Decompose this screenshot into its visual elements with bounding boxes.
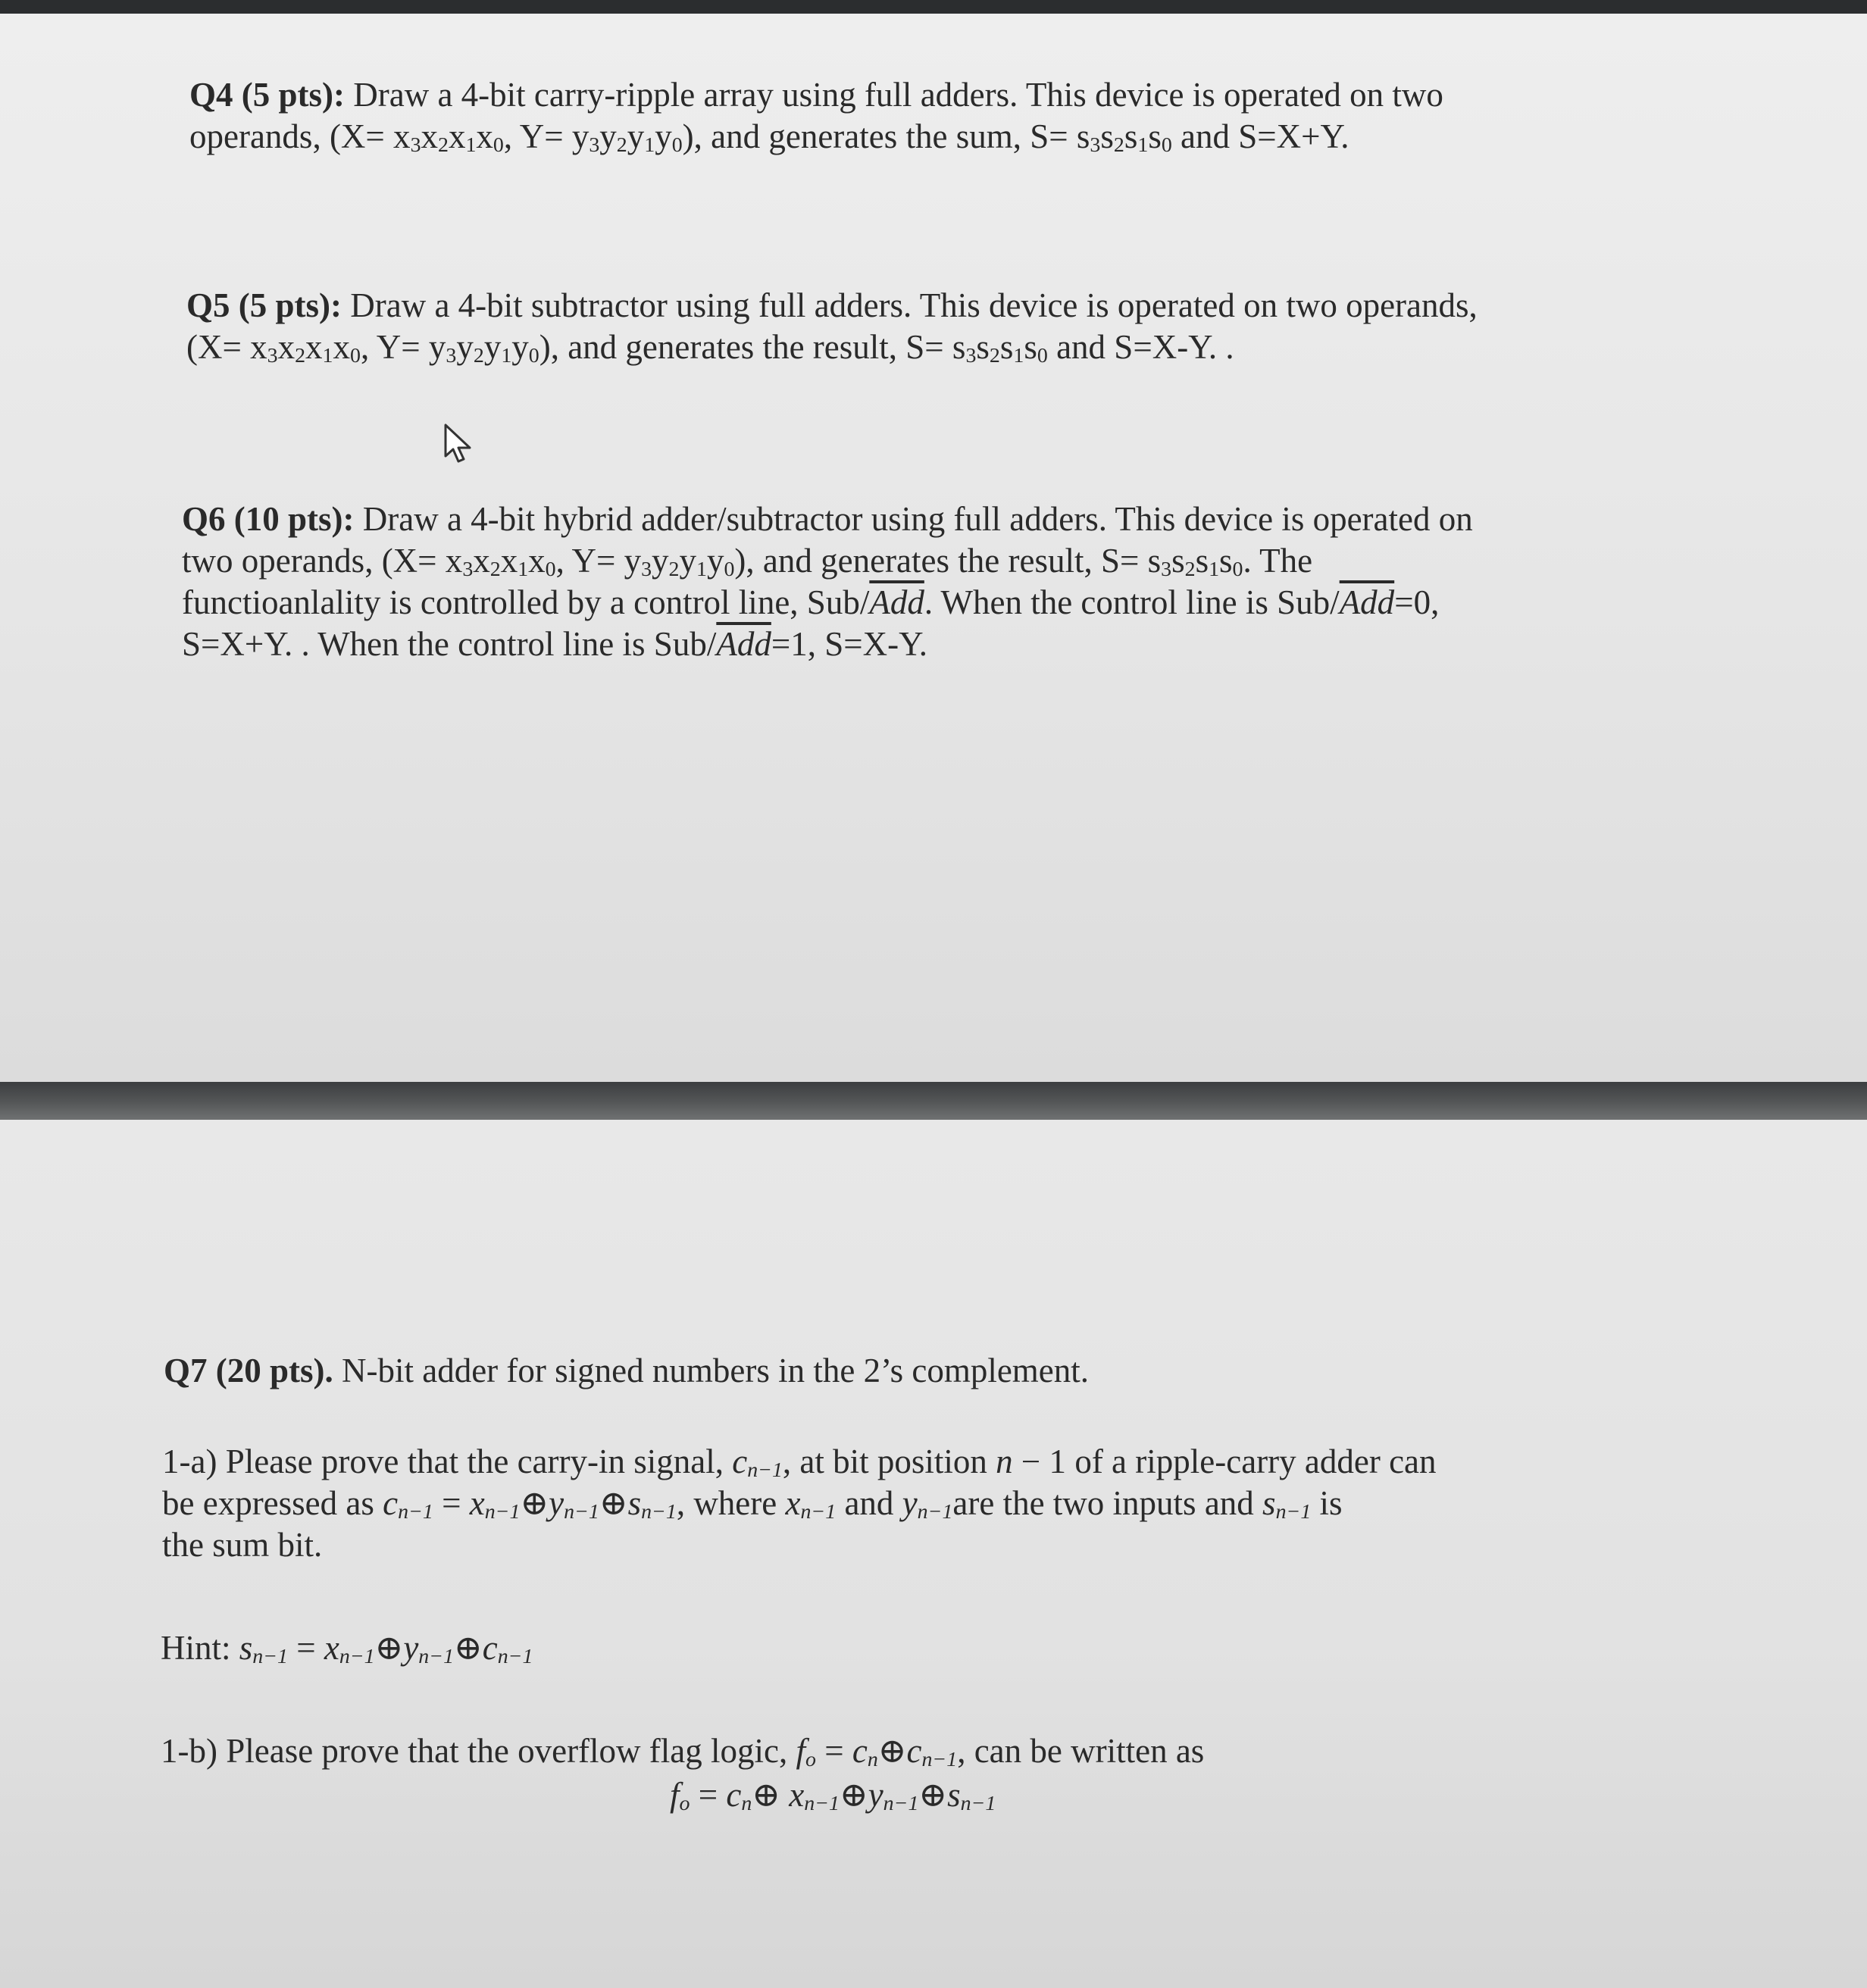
q7-label: Q7 (20 pts). xyxy=(164,1352,333,1389)
question-q5: Q5 (5 pts): Draw a 4-bit subtractor using full adders. This device is operated on two operands, ($X= x_3x_2x_1x_0$, $Y= y_3y_2y_1y_0$), and generates the result, $S= s_3s_2s_1s_0$ and S=X-Y. . xyxy=(186,286,1478,368)
q7-part-b-formula: $f_o$ = $c_n\oplus$ $x_{n-1}\oplus y_{n-1}\oplus s_{n-1}$ xyxy=(670,1776,996,1816)
top-window-edge xyxy=(0,0,1867,14)
q5-label: Q5 (5 pts): xyxy=(186,286,342,324)
page-divider xyxy=(0,1082,1867,1120)
q6-label: Q6 (10 pts): xyxy=(182,500,355,538)
q7-hint: Hint: $s_{n-1}$ = $x_{n-1}\oplus y_{n-1}\oplus c_{n-1}$ xyxy=(161,1629,533,1669)
question-q7: Q7 (20 pts). N-bit adder for signed numbers in the 2’s complement. xyxy=(164,1352,1090,1389)
mouse-pointer-icon xyxy=(443,423,477,465)
question-q4: Q4 (5 pts): Draw a 4-bit carry-ripple array using full adders. This device is operated on two operands, ($X= x_3x_2x_1x_0$, $Y= y_3y_2y_1y_0$), and generates the sum, $S= s_3s_2s_1s_0$ and S=X+Y. xyxy=(189,76,1443,158)
question-q6: Q6 (10 pts): Draw a 4-bit hybrid adder/subtractor using full adders. This device is operated on two operands, ($X= x_3x_2x_1x_0$, $Y= y_3y_2y_1y_0$), and generates the result, $S= s_3s_2s_1s_0$. The functioanlality is controlled by a control line, Sub/$\overline{Add}$. When the control line is Sub/$\overline{Add}=0$, S=X+Y. . When the control line is Sub/$\overline{Add}=1$, S=X-Y. xyxy=(182,500,1473,663)
q4-label: Q4 (5 pts): xyxy=(189,76,345,114)
q7-part-b: 1-b) Please prove that the overflow flag logic, $f_o$ = $c_n\oplus c_{n-1}$, can be written as xyxy=(161,1732,1205,1772)
q7-part-a: 1-a) Please prove that the carry-in signal, $c_{n-1}$, at bit position n − 1 of a ripple-carry adder can be expressed as $c_{n-1}$ = $x_{n-1}\oplus y_{n-1}\oplus s_{n-1}$, where $x_{n-1}$ and $y_{n-1}are$ the two inputs and $s_{n-1}$ is the sum bit. xyxy=(162,1443,1437,1564)
